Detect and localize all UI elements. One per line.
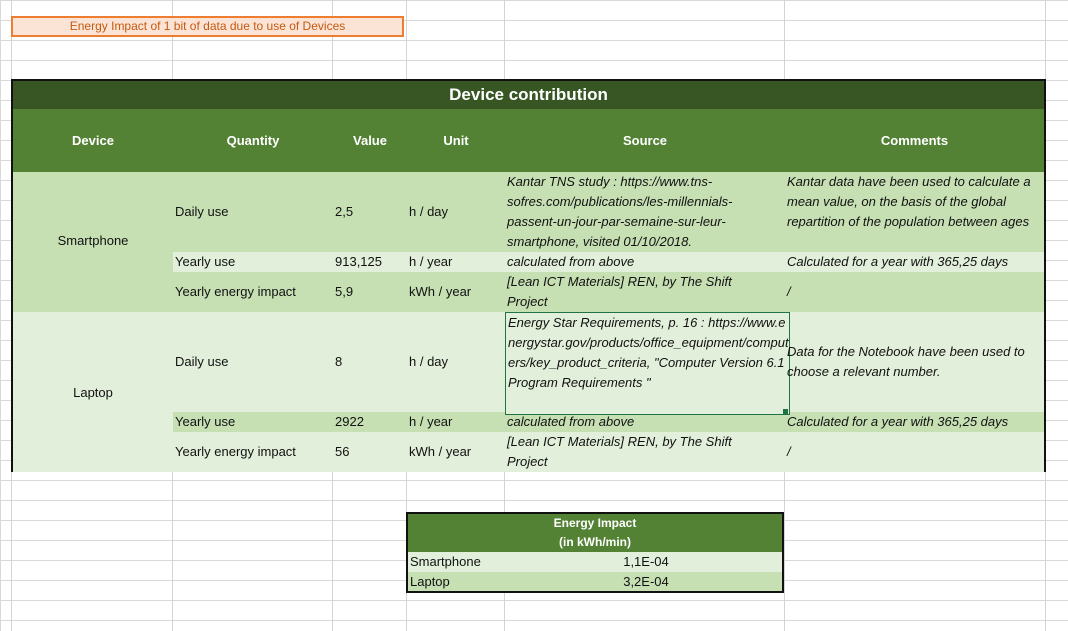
unit-cell[interactable]: h / day <box>409 204 449 219</box>
quantity-cell[interactable]: Daily use <box>175 204 229 219</box>
quantity-cell[interactable]: Yearly energy impact <box>175 284 296 299</box>
unit-cell[interactable]: kWh / year <box>409 284 472 299</box>
comment-cell[interactable]: / <box>787 284 791 299</box>
device-smartphone[interactable]: Smartphone <box>57 233 129 248</box>
impact-device[interactable]: Laptop <box>410 574 450 589</box>
value-cell[interactable]: 5,9 <box>335 284 354 299</box>
source-cell[interactable]: [Lean ICT Materials] REN, by The Shift Project <box>507 434 732 469</box>
fill-handle[interactable] <box>783 409 788 414</box>
energy-impact-table <box>406 512 784 593</box>
impact-value[interactable]: 3,2E-04 <box>623 574 669 589</box>
header-quantity[interactable]: Quantity <box>226 133 280 148</box>
comment-cell[interactable]: Data for the Notebook have been used to choose a relevant number. <box>787 344 1025 379</box>
impact-device[interactable]: Smartphone <box>410 554 481 569</box>
quantity-cell[interactable]: Yearly energy impact <box>175 444 296 459</box>
unit-cell[interactable]: kWh / year <box>409 444 472 459</box>
value-cell[interactable]: 56 <box>335 444 350 459</box>
value-cell[interactable]: 913,125 <box>335 254 382 269</box>
device-contribution-table <box>11 79 1046 472</box>
table-row <box>408 572 782 591</box>
comment-cell[interactable]: Calculated for a year with 365,25 days <box>787 414 1009 429</box>
sheet-title[interactable]: Energy Impact of 1 bit of data due to use of Devices <box>11 16 404 37</box>
impact-value[interactable]: 1,1E-04 <box>623 554 669 569</box>
header-unit[interactable]: Unit <box>443 133 469 148</box>
comment-cell[interactable]: Kantar data have been used to calculate a mean value, on the basis of the global repartition of the population between ages <box>787 174 1031 229</box>
source-cell-selected[interactable]: Energy Star Requirements, p. 16 : https://www.energystar.gov/products/office_equipment/computers/key_product_criteria, "Computer Version 6.1Program Requirements " <box>505 312 790 415</box>
device-laptop[interactable]: Laptop <box>73 385 113 400</box>
header-comments[interactable]: Comments <box>880 133 949 148</box>
impact-header-line1[interactable]: Energy Impact <box>553 516 637 530</box>
source-cell[interactable]: calculated from above <box>507 414 635 429</box>
unit-cell[interactable]: h / year <box>409 414 453 429</box>
source-cell[interactable]: [Lean ICT Materials] REN, by The Shift Project <box>507 274 732 309</box>
value-cell[interactable]: 2,5 <box>335 204 354 219</box>
value-cell[interactable]: 2922 <box>335 414 364 429</box>
unit-cell[interactable]: h / year <box>409 254 453 269</box>
table-row <box>408 552 782 572</box>
quantity-cell[interactable]: Yearly use <box>175 414 236 429</box>
impact-header-line2[interactable]: (in kWh/min) <box>559 535 631 549</box>
header-device[interactable]: Device <box>72 133 114 148</box>
source-cell[interactable]: Kantar TNS study : https://www.tns-sofres.com/publications/les-millennials-passent-un-jour-par-semaine-sur-leur-smartphone, visited 01/10/2018. <box>507 174 733 249</box>
header-source[interactable]: Source <box>622 133 668 148</box>
table-title[interactable]: Device contribution <box>13 81 1044 109</box>
quantity-cell[interactable]: Daily use <box>175 354 229 369</box>
comment-cell[interactable]: Calculated for a year with 365,25 days <box>787 254 1009 269</box>
value-cell[interactable]: 8 <box>335 354 343 369</box>
comment-cell[interactable]: / <box>787 444 791 459</box>
source-cell[interactable]: calculated from above <box>507 254 635 269</box>
quantity-cell[interactable]: Yearly use <box>175 254 236 269</box>
header-value[interactable]: Value <box>353 133 387 148</box>
impact-header <box>408 514 782 552</box>
unit-cell[interactable]: h / day <box>409 354 449 369</box>
